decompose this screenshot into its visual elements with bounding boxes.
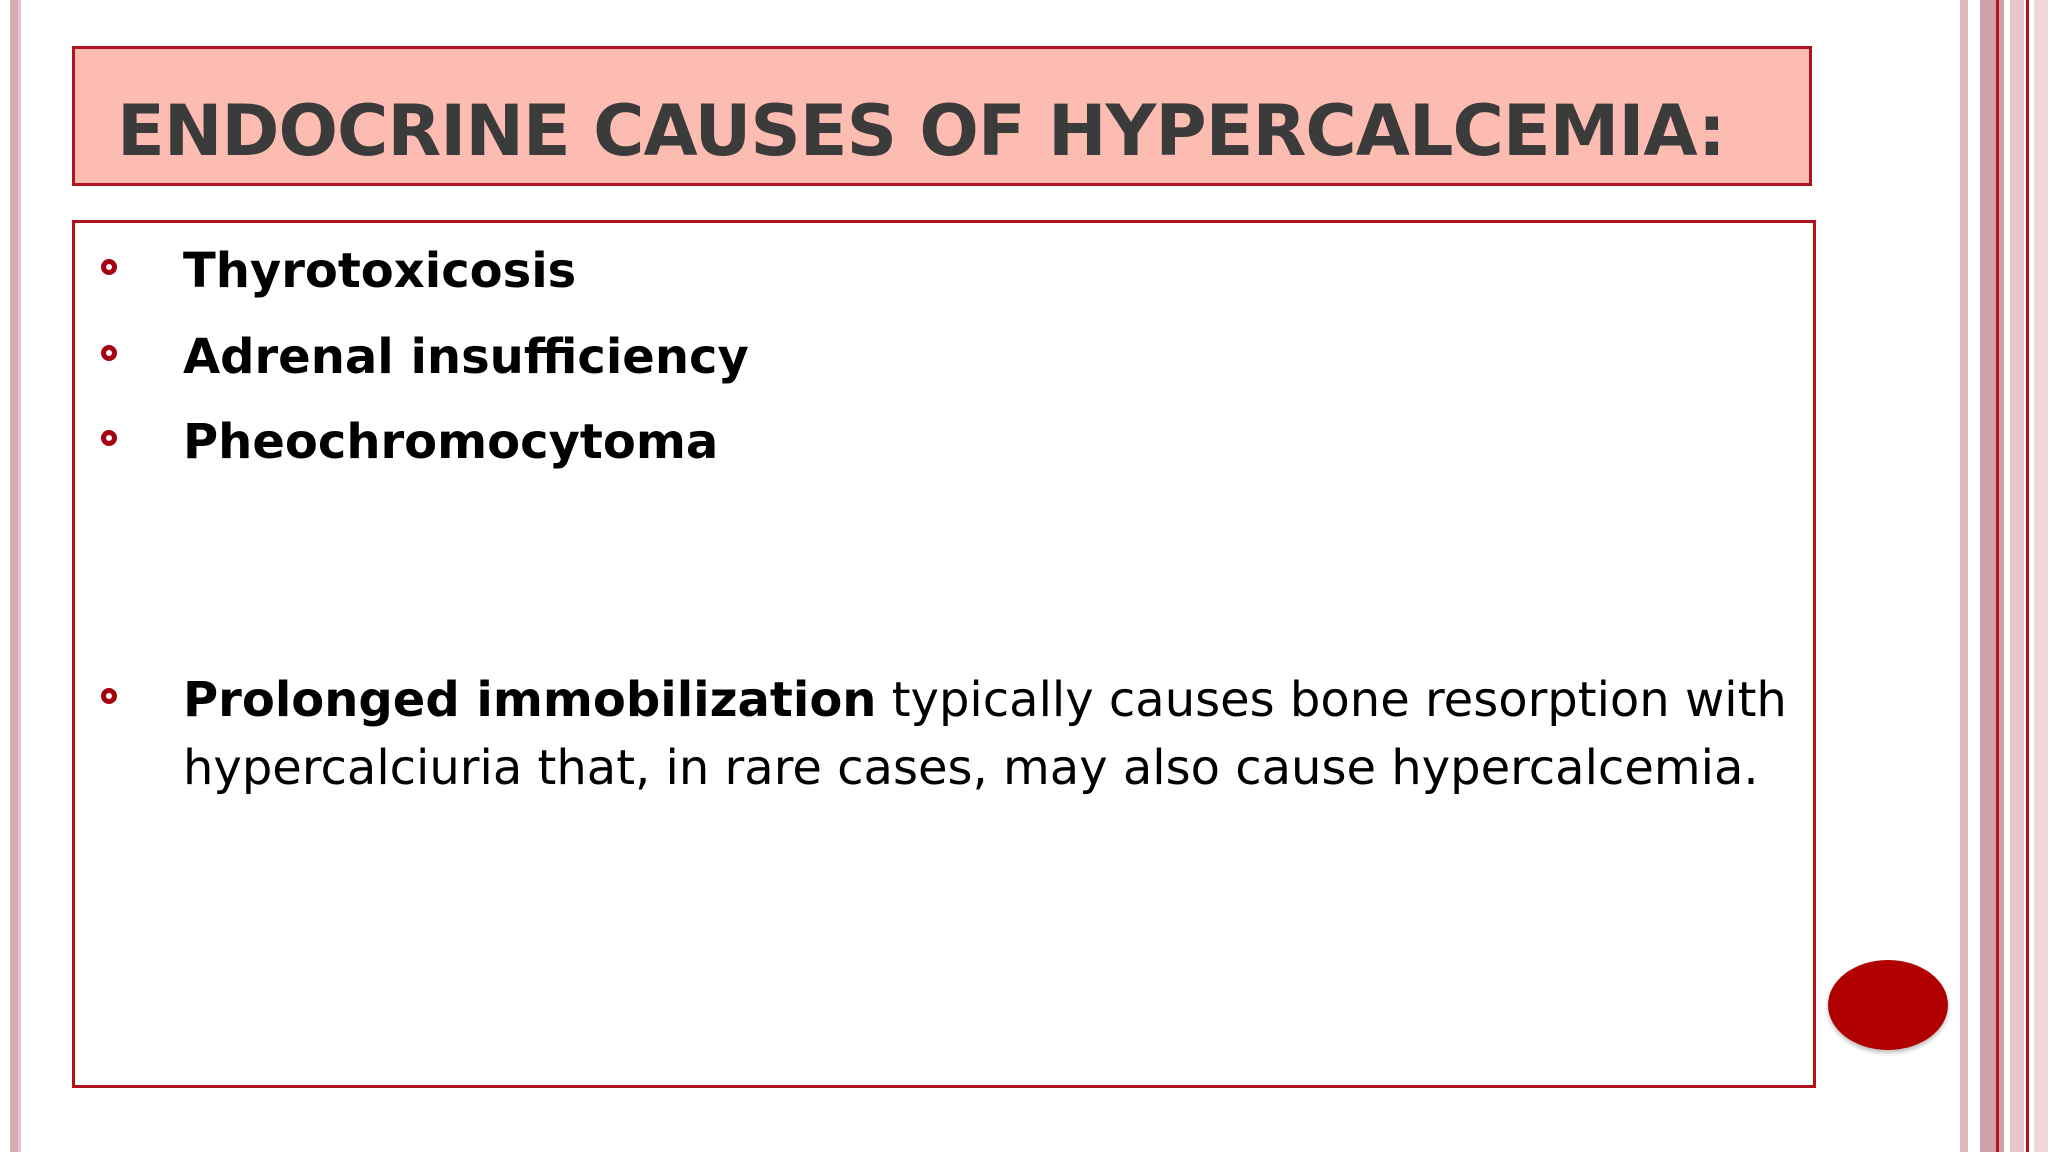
red-oval-icon[interactable] [1828,960,1948,1050]
right-decorative-stripe [2034,0,2048,1152]
right-decorative-line [1996,0,1999,1152]
bullet-text: typically causes bone resorption with [876,672,1787,728]
bullet-text: Adrenal insufficiency [183,329,749,385]
left-decorative-stripe-thin [18,0,21,1152]
left-decorative-stripe [10,0,18,1152]
right-decorative-stripe [1960,0,1968,1152]
slide-title: ENDOCRINE CAUSES OF HYPERCALCEMIA: [117,90,1725,172]
hollow-circle-icon [101,430,117,446]
hollow-circle-icon [101,345,117,361]
hollow-circle-icon [101,688,117,704]
title-box [72,46,1812,186]
hollow-circle-icon [101,259,117,275]
right-decorative-stripe [1980,0,2004,1152]
bullet-bold-text: Prolonged immobilization [183,672,877,728]
right-decorative-line [2026,0,2029,1152]
right-decorative-stripe [2010,0,2024,1152]
content-box [72,220,1816,1088]
bullet-text-line2: hypercalciuria that, in rare cases, may also cause hypercalcemia. [183,740,1759,796]
bullet-text: Thyrotoxicosis [183,243,577,299]
bullet-text: Pheochromocytoma [183,414,719,470]
